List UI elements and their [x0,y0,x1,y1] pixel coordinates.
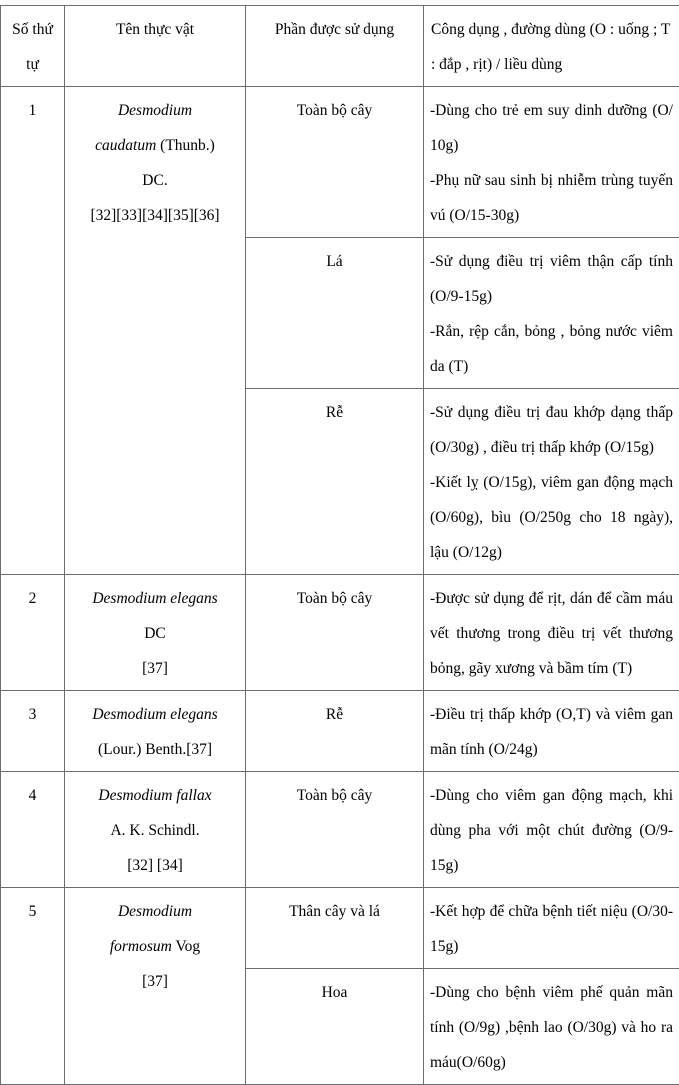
plant-name-line3: A. K. Schindl. [71,813,239,848]
medicinal-plants-table [0,5,679,1085]
plant-name-line1: Desmodium elegans [71,697,239,732]
column-header-part-used: Phần được sử dụng [246,6,424,87]
column-header-index-line1: Số [12,21,28,38]
uses-cell [424,969,679,1085]
plant-name-line1: Desmodium fallax [71,778,239,813]
plant-name-references: [32][33][34][35][36] [71,198,239,233]
use-entry: -Điều trị thấp khớp (O,T) và viêm gan mãn tính (O/24g) [430,697,673,767]
row-index: 1 [1,87,65,575]
uses-cell [424,772,679,888]
uses-cell [424,389,679,575]
use-entry: -Sử dụng điều trị viêm thận cấp tính (O/9-15g) [430,244,673,314]
plant-name-line1: Desmodium [71,93,239,128]
plant-name-references: [37] [71,964,239,999]
use-entry: -Dùng cho bệnh viêm phế quản mãn tính (O/9g) ,bệnh lao (O/30g) và ho ra máu(O/60g) [430,975,673,1080]
column-header-uses-line1: Công dụng , đường dùng (O : [431,21,614,38]
table-row [1,691,679,772]
uses-cell [424,888,679,969]
plant-name-line2: formosum Vog [71,929,239,964]
use-entry: -Dùng cho trẻ em suy dinh dưỡng (O/ 10g) [430,93,673,163]
column-header-uses [424,6,679,87]
plant-name-line2: (Lour.) Benth.[37] [71,732,239,767]
table-header-row [1,6,679,87]
uses-cell [424,238,679,389]
table-body [1,6,679,1085]
part-used: Toàn bộ cây [246,772,424,888]
column-header-plant-name: Tên thực vật [65,6,246,87]
column-header-uses-line2: uống ; T : đắp , rịt) / liều dùng [431,21,670,73]
part-used: Toàn bộ cây [246,575,424,691]
plant-name-line1: Desmodium elegans [71,581,239,616]
use-entry: -Sử dụng điều trị đau khớp dạng thấp (O/30g) , điều trị thấp khớp (O/15g) [430,395,673,465]
plant-name [65,772,246,888]
plant-name-line1: Desmodium [71,894,239,929]
plant-name [65,888,246,1085]
part-used: Lá [246,238,424,389]
uses-cell [424,87,679,238]
plant-name [65,575,246,691]
plant-name [65,87,246,575]
plant-name [65,691,246,772]
use-entry: -Phụ nữ sau sinh bị nhiễm trùng tuyến vú (O/15-30g) [430,163,673,233]
table-row [1,772,679,888]
part-used: Toàn bộ cây [246,87,424,238]
plant-name-line3: DC. [71,163,239,198]
row-index: 5 [1,888,65,1085]
uses-cell [424,575,679,691]
use-entry: -Kết hợp để chữa bệnh tiết niệu (O/30-15g) [430,894,673,964]
part-used: Thân cây và lá [246,888,424,969]
column-header-index [1,6,65,87]
row-index: 2 [1,575,65,691]
plant-name-references: [32] [34] [71,848,239,883]
use-entry: -Kiết lỵ (O/15g), viêm gan động mạch (O/60g), bìu (O/250g cho 18 ngày), lậu (O/12g) [430,465,673,570]
plant-name-line2: caudatum (Thunb.) [71,128,239,163]
plant-name-line3: DC [71,616,239,651]
use-entry: -Được sử dụng để rịt, dán để cầm máu vết thương trong điều trị vết thương bỏng, gãy xương và bầm tím (T) [430,581,673,686]
row-index: 4 [1,772,65,888]
part-used: Rễ [246,389,424,575]
use-entry: -Rắn, rệp cắn, bỏng , bỏng nước viêm da (T) [430,314,673,384]
use-entry: -Dùng cho viêm gan động mạch, khi dùng pha với một chút đường (O/9-15g) [430,778,673,883]
plant-name-references: [37] [71,651,239,686]
column-header-index-line2: thứ tự [26,21,53,73]
table-row [1,575,679,691]
row-index: 3 [1,691,65,772]
part-used: Rễ [246,691,424,772]
table-row [1,87,679,238]
uses-cell [424,691,679,772]
table-row [1,888,679,969]
part-used: Hoa [246,969,424,1085]
